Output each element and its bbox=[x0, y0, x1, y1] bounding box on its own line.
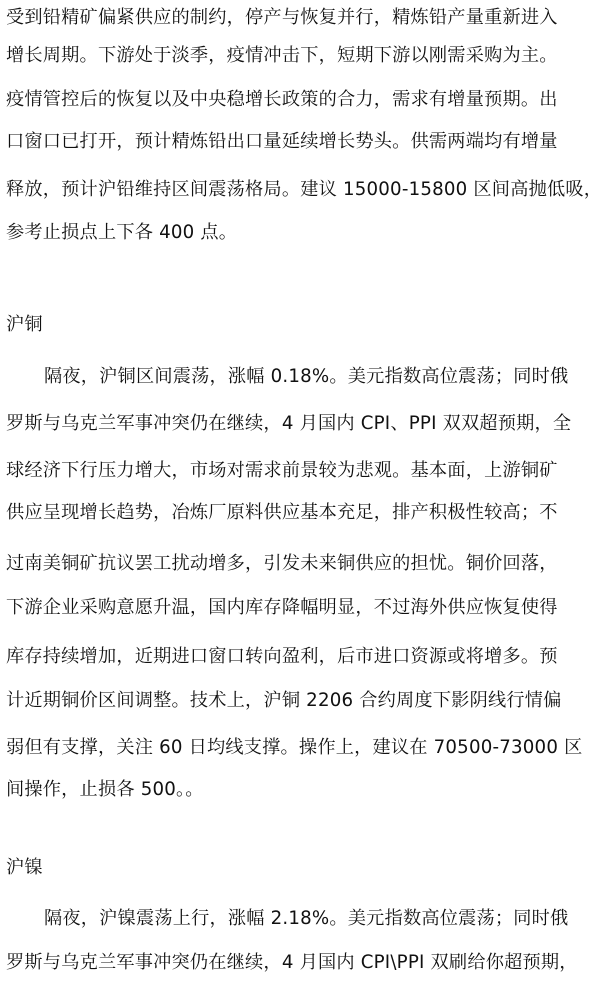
paragraph-line: 疫情管控后的恢复以及中央稳增长政策的合力，需求有增量预期。出 bbox=[6, 89, 558, 110]
paragraph-line: 隔夜，沪铜区间震荡，涨幅 0.18%。美元指数高位震荡；同时俄 bbox=[44, 366, 569, 387]
paragraph-line: 球经济下行压力增大，市场对需求前景较为悲观。基本面，上游铜矿 bbox=[6, 460, 558, 481]
paragraph-line: 罗斯与乌克兰军事冲突仍在继续，4 月国内 CPI、PPI 双双超预期，全 bbox=[6, 413, 572, 434]
paragraph-line: 库存持续增加，近期进口窗口转向盈利，后市进口资源或将增多。预 bbox=[6, 646, 558, 667]
paragraph-line: 受到铅精矿偏紧供应的制约，停产与恢复并行，精炼铅产量重新进入 bbox=[6, 7, 558, 28]
paragraph-line: 罗斯与乌克兰军事冲突仍在继续，4 月国内 CPI\PPI 双刷给你超预期， bbox=[6, 952, 578, 973]
paragraph-line: 下游企业采购意愿升温，国内库存降幅明显，不过海外供应恢复使得 bbox=[6, 597, 558, 618]
paragraph-line: 弱但有支撑，关注 60 日均线支撑。操作上，建议在 70500-73000 区 bbox=[6, 737, 583, 758]
paragraph-line: 间操作，止损各 500。。 bbox=[6, 779, 204, 800]
section-heading-copper: 沪铜 bbox=[6, 314, 43, 335]
paragraph-line: 供应呈现增长趋势，冶炼厂原料供应基本充足，排产积极性较高；不 bbox=[6, 502, 558, 523]
paragraph-line: 隔夜，沪镍震荡上行，涨幅 2.18%。美元指数高位震荡；同时俄 bbox=[44, 908, 569, 929]
paragraph-line: 参考止损点上下各 400 点。 bbox=[6, 222, 238, 243]
paragraph-line: 释放，预计沪铅维持区间震荡格局。建议 15000-15800 区间高抛低吸， bbox=[6, 179, 603, 200]
paragraph-line: 计近期铜价区间调整。技术上，沪铜 2206 合约周度下影阴线行情偏 bbox=[6, 690, 562, 711]
section-heading-nickel: 沪镍 bbox=[6, 857, 43, 878]
paragraph-line: 口窗口已打开，预计精炼铅出口量延续增长势头。供需两端均有增量 bbox=[6, 131, 558, 152]
paragraph-line: 过南美铜矿抗议罢工扰动增多，引发未来铜供应的担忧。铜价回落， bbox=[6, 553, 558, 574]
paragraph-line: 增长周期。下游处于淡季，疫情冲击下，短期下游以刚需采购为主。 bbox=[6, 45, 558, 66]
